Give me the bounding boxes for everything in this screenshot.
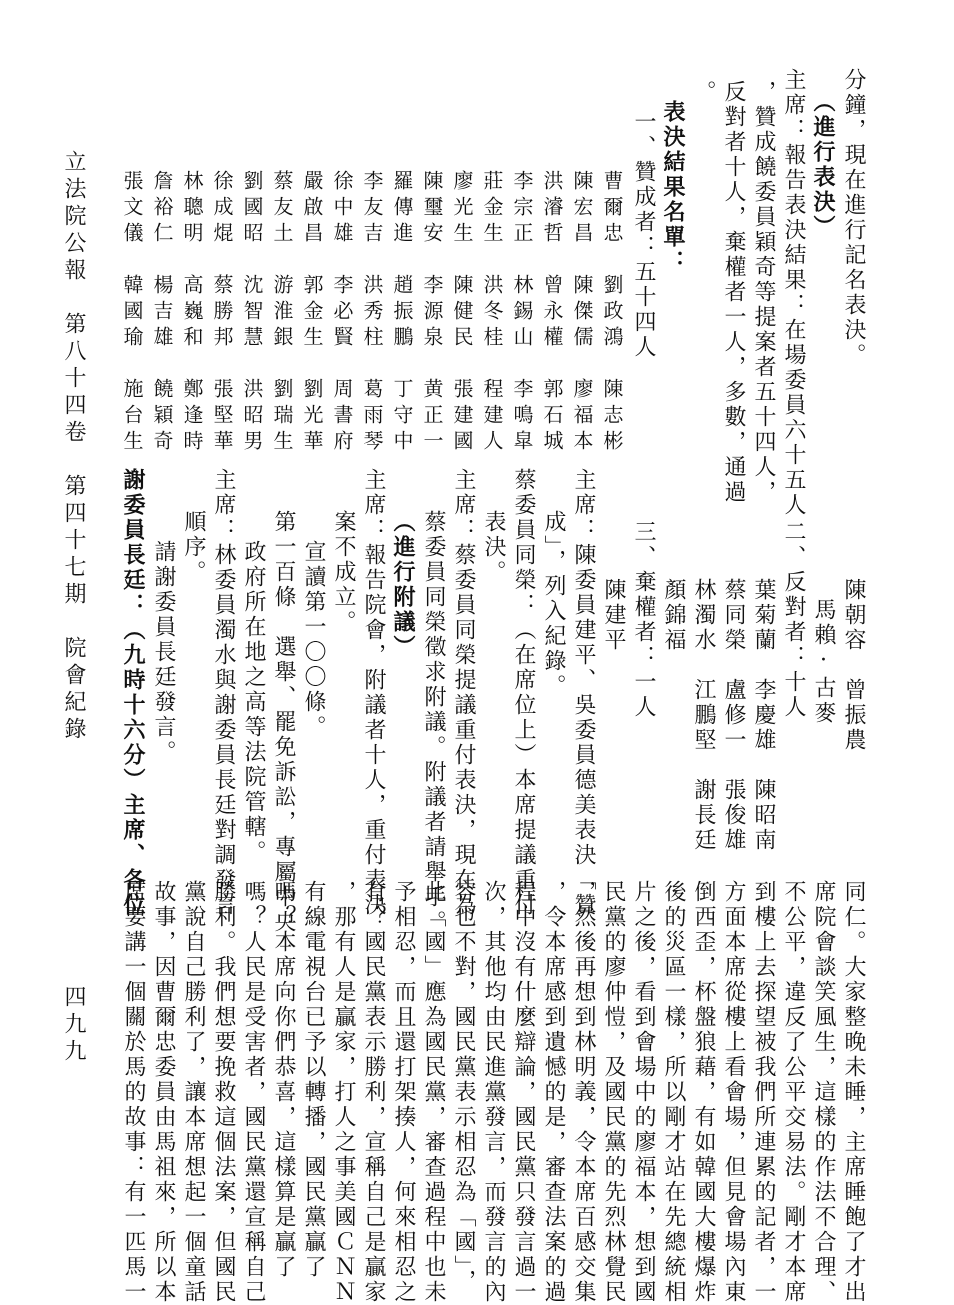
text-column: ，贊成饒委員穎奇等提案者五十四人， (751, 80, 776, 505)
text-column: ，那有人是贏家，打人之事美國ＣＮＮ (331, 880, 356, 1305)
text-column: 嗎？人民是受害者，國民黨還宣稱自己 (241, 880, 266, 1305)
text-column: 蔡同榮 盧修一 張俊雄 (721, 578, 746, 853)
text-column: 有線電視台已予以轉播，國民黨贏了 (301, 880, 326, 1280)
text-column: 陳建平 (601, 578, 626, 653)
text-column: 主席：林委員濁水與謝委員長廷對調發言 (211, 468, 236, 918)
text-column: 。 (691, 80, 716, 105)
text-column: 蔡委員同榮徵求附議。附議者請舉手。 (421, 510, 446, 935)
issue: 第四十七期 (61, 474, 86, 609)
name-col: 羅傳進 趙振鵬 丁守中 (390, 170, 414, 456)
text-column: ，然後再想到林明義，令本席百感交集 (571, 880, 596, 1305)
text-column: 馬賴·古麥 (811, 598, 836, 726)
text-column: 第一百條 選舉、罷免訴訟，專屬中央 (271, 510, 296, 935)
volume: 第八十四卷 (61, 312, 86, 447)
text-column: 表決。 (481, 510, 506, 585)
text-column: 順序。 (181, 510, 206, 585)
name-col: 李友吉 洪秀柱 葛雨琴 (360, 170, 384, 456)
name-col: 陳璽安 李源泉 黄正一 (420, 170, 444, 456)
subsection-heading: 一、贊成者：五十四人 (631, 110, 656, 360)
text-column: 蔡委員同榮：（在席位上）本席提議重付 (511, 468, 536, 918)
name-col: 莊金生 洪冬桂 程建人 (480, 170, 504, 456)
text-column: 此「國」應為國民黨，審查過程中也未 (421, 880, 446, 1305)
name-col: 蔡友土 游淮銀 劉瑞生 (270, 170, 294, 456)
name-col: 林聰明 高巍和 鄭逢時 (180, 170, 204, 456)
text-column: 容也不對，國民黨表示相忍為「國」， (451, 880, 476, 1294)
section-name: 院會紀錄 (61, 636, 86, 744)
text-column: 黨說自己勝利了，讓本席想起一個童話 (181, 880, 206, 1305)
text-column: 勝利。我們想要挽救這個法案，但國民 (211, 880, 236, 1305)
speaker-line: 謝委員長廷：（九時十六分）主席、各位 (120, 468, 146, 918)
subsection-heading: 二、反對者：十人 (781, 520, 806, 720)
text-column: 顏錦福 (661, 578, 686, 653)
text-column: 片之後，看到會場中的廖福本，想到國 (631, 880, 656, 1305)
text-column: 予相忍，而且還打架揍人，何來相忍之 (391, 880, 416, 1305)
journal-name: 立法院公報 (61, 150, 86, 285)
name-col: 詹裕仁 楊吉雄 饒穎奇 (150, 170, 174, 456)
procedure-note: （進行表決） (810, 90, 836, 240)
text-column: 葉菊蘭 李慶雄 陳昭南 (751, 578, 776, 853)
text-column: 請謝委員長廷發言。 (151, 540, 176, 765)
text-column: 主席：報告表決結果：在場委員六十五人 (781, 68, 806, 518)
name-col: 廖光生 陳健民 張建國 (450, 170, 474, 456)
text-column: 席院會談笑風生，這樣的作法不合理、 (811, 880, 836, 1305)
text-column: 次，其他均由民進黨發言，而發言的內 (481, 880, 506, 1305)
text-column: 有？國民黨表示勝利，宣稱自己是贏家 (361, 880, 386, 1305)
name-col: 陳宏昌 陳傑儒 廖福本 (570, 170, 594, 456)
text-column: 主席：陳委員建平、吳委員德美表決「贊 (571, 468, 596, 918)
text-column: 後的災區一樣，所以剛才站在先總統相 (661, 880, 686, 1305)
text-column: 方面本席從樓上看會場，但見會場內東 (721, 880, 746, 1305)
text-column: 不公平，違反了公平交易法。剛才本席 (781, 880, 806, 1305)
text-column: 分鐘，現在進行記名表決。 (841, 68, 866, 368)
text-column: 到樓上去探望被我們所連累的記者，一 (751, 880, 776, 1305)
text-column: 成」，列入紀錄。 (541, 510, 566, 699)
text-column: 主席：蔡委員同榮提議重付表決，現在為 (451, 468, 476, 918)
name-col: 張文儀 韓國瑜 施台生 (120, 170, 144, 456)
text-column: 陳朝容 曾振農 (841, 578, 866, 753)
text-column: 程中沒有什麼辯論，國民黨只發言過一 (511, 880, 536, 1305)
name-col: 曹爾忠 劉政鴻 陳志彬 (600, 170, 624, 456)
text-column: 民黨的廖仲愷，及國民黨的先烈林覺民 (601, 880, 626, 1305)
section-heading: 表決結果名單： (660, 100, 686, 275)
name-col: 徐成焜 蔡勝邦 張堅華 (210, 170, 234, 456)
name-col: 洪濬哲 曾永權 郭石城 (540, 170, 564, 456)
text-column: ，令本席感到遺憾的是，審查法案的過 (541, 880, 566, 1305)
journal-info (62, 150, 84, 744)
name-col: 嚴啟昌 郭金生 劉光華 (300, 170, 324, 456)
name-col: 李宗正 林錫山 李鳴皐 (510, 170, 534, 456)
subsection-heading: 三、棄權者：一人 (631, 520, 656, 720)
text-column: 席要講一個關於馬的故事：有一匹馬一 (121, 880, 146, 1305)
text-column: 宣讀第一〇〇條。 (301, 540, 326, 740)
text-column: 林濁水 江鵬堅 謝長廷 (691, 578, 716, 853)
procedure-note: （進行附議） (390, 510, 416, 660)
name-col: 徐中雄 李必賢 周書府 (330, 170, 354, 456)
text-column: 嗎？本席向你們恭喜，這樣算是贏了 (271, 880, 296, 1280)
text-column: 故事，因曹爾忠委員由馬祖來，所以本 (151, 880, 176, 1305)
text-column: 反對者十人，棄權者一人，多數，通過 (721, 80, 746, 505)
text-column: 倒西歪，杯盤狼藉，有如韓國大樓爆炸 (691, 880, 716, 1305)
text-column: 同仁。大家整晚未睡，主席睡飽了才出 (841, 880, 866, 1305)
name-col: 劉國昭 沈智慧 洪昭男 (240, 170, 264, 456)
text-column: 主席：報告院會，附議者十人，重付表決 (361, 468, 386, 918)
page-number: 四九九 (61, 985, 86, 1066)
text-column: 政府所在地之高等法院管轄。 (241, 540, 266, 865)
text-column: 案不成立。 (331, 510, 356, 635)
